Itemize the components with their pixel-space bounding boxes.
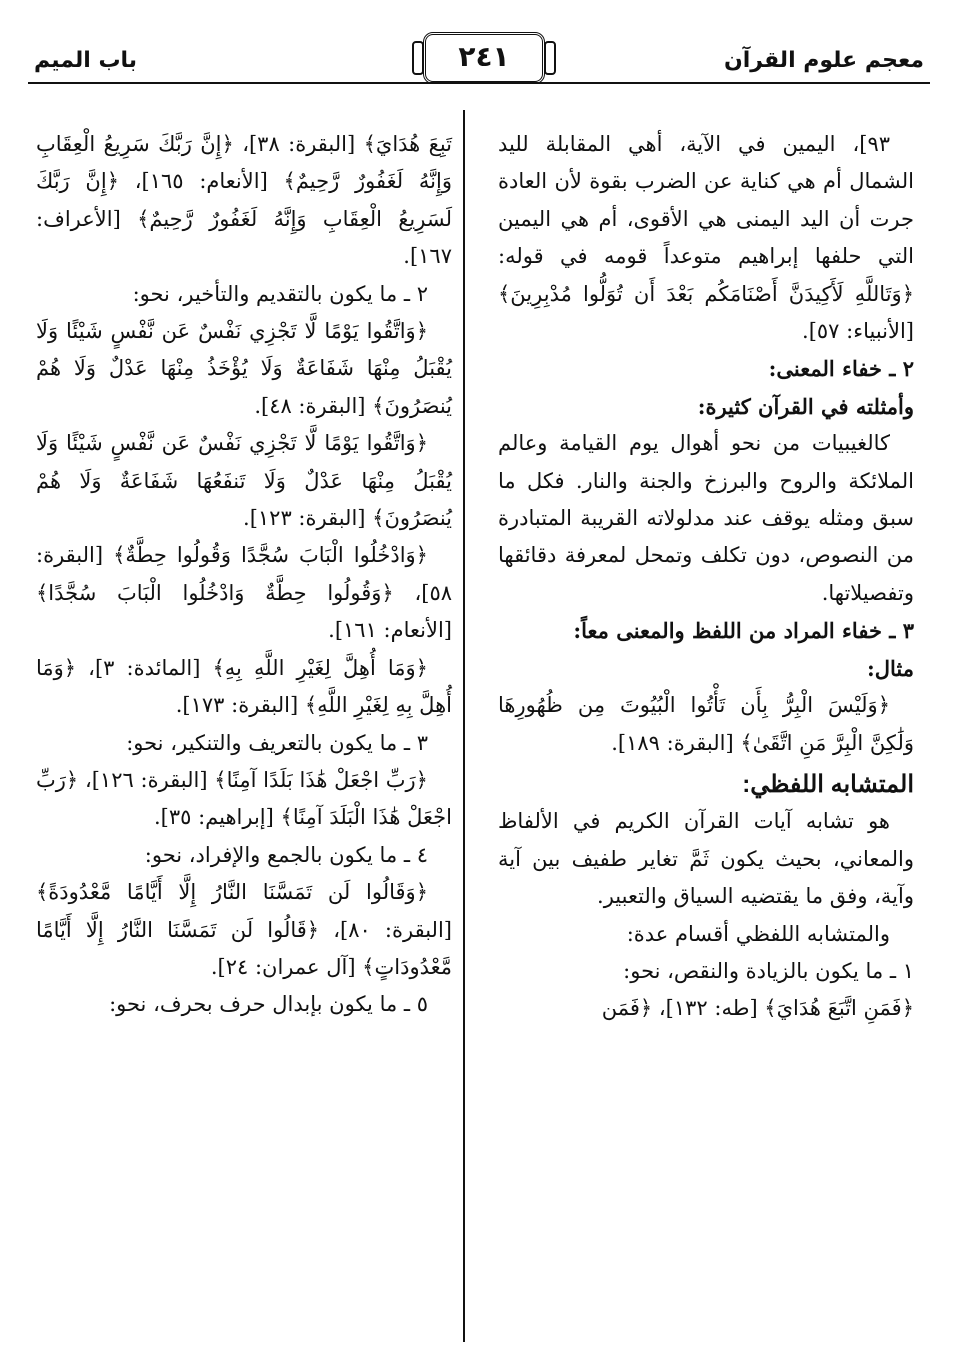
page-header [28, 22, 930, 90]
section-heading: وأمثلته في القرآن كثيرة: [697, 393, 914, 419]
quran-verse: تَبِعَ هُدَايَ﴾ [البقرة: ٣٨]، ﴿إِنَّ رَبَّكَ سَرِيعُ الْعِقَابِ وَإِنَّهُ لَغَفُورٌ رَّحِيمٌ﴾ [الأنعام: ١٦٥]، ﴿إِنَّ رَبَّكَ لَسَرِيعُ الْعِقَابِ وَإِنَّهُ لَغَفُورٌ رَّحِيمٌ﴾ [الأعراف: ١٦٧]. [36, 132, 453, 269]
paragraph: والمتشابه اللفظي أقسام عدة: [626, 921, 890, 946]
quran-verse: ﴿رَبِّ اجْعَلْ هَٰذَا بَلَدًا آمِنًا﴾ [البقرة: ١٢٦]، ﴿رَبِّ اجْعَلْ هَٰذَا الْبَلَدَ آمِنًا﴾ [إبراهيم: ٣٥]. [36, 767, 452, 830]
page-number: ٢٤١ [423, 32, 545, 84]
left-column [36, 126, 452, 1024]
quran-verse: ﴿وَلَيْسَ الْبِرُّ بِأَن تَأْتُوا الْبُيُوتَ مِن ظُهُورِهَا وَلَٰكِنَّ الْبِرَّ مَنِ اتَّقَىٰ﴾ [البقرة: ١٨٩]. [498, 693, 914, 755]
quran-verse: ﴿وَاتَّقُوا يَوْمًا لَّا تَجْزِي نَفْسٌ عَن نَّفْسٍ شَيْئًا وَلَا يُقْبَلُ مِنْهَا عَدْلٌ وَلَا تَنفَعُهَا شَفَاعَةٌ وَلَا هُمْ يُنصَرُونَ﴾ [البقرة: ١٢٣]. [36, 431, 452, 531]
list-item: ٤ ـ ما يكون بالجمع والإفراد، نحو: [144, 842, 428, 867]
section-heading: مثال: [867, 655, 914, 681]
chapter-title: باب الميم [34, 48, 138, 73]
list-item: ٥ ـ ما يكون بإبدال حرف بحرف، نحو: [109, 992, 428, 1017]
quran-verse: ﴿وَاتَّقُوا يَوْمًا لَّا تَجْزِي نَفْسٌ عَن نَّفْسٍ شَيْئًا وَلَا يُقْبَلُ مِنْهَا شَفَاعَةٌ وَلَا يُؤْخَذُ مِنْهَا عَدْلٌ وَلَا هُمْ يُنصَرُونَ﴾ [البقرة: ٤٨]. [36, 319, 452, 418]
column-divider [463, 110, 465, 1342]
paragraph: كالغيبيات من نحو أهوال يوم القيامة وعالم الملائكة والروح والبرزخ والجنة والنار. فكل ما سبق ومثله يوقف عند مدلولاته القريبة المتبادرة من النصوص، دون تكلف وتمحل لمعرفة دقائقها وتفصيلاتها. [498, 431, 914, 605]
quran-verse: ﴿وَادْخُلُوا الْبَابَ سُجَّدًا وَقُولُوا حِطَّةٌ﴾ [البقرة: ٥٨]، ﴿وَقُولُوا حِطَّةٌ وَادْخُلُوا الْبَابَ سُجَّدًا﴾ [الأنعام: ١٦١]. [36, 543, 452, 643]
list-item: ١ ـ ما يكون بالزيادة والنقص، نحو: [623, 958, 914, 983]
quran-verse: ﴿فَمَنِ اتَّبَعَ هُدَايَ﴾ [طه: ١٣٢]، ﴿فَمَن [601, 996, 914, 1021]
section-heading: ٢ ـ خفاء المعنى: [768, 356, 914, 382]
book-title: معجم علوم القرآن [723, 48, 924, 73]
paragraph: هو تشابه آيات القرآن الكريم في الألفاظ والمعاني، بحيث يكون ثَمَّ تغاير طفيف بين آية وآية، وفق ما يقتضيه السياق والتعبير. [498, 809, 914, 909]
header-rule [28, 82, 930, 84]
list-item: ٣ ـ ما يكون بالتعريف والتنكير، نحو: [126, 730, 428, 755]
list-item: ٢ ـ ما يكون بالتقديم والتأخير، نحو: [132, 281, 428, 306]
quran-verse: ﴿وَقَالُوا لَن تَمَسَّنَا النَّارُ إِلَّا أَيَّامًا مَّعْدُودَةً﴾ [البقرة: ٨٠]، ﴿قَالُوا لَن تَمَسَّنَا النَّارُ إِلَّا أَيَّامًا مَّعْدُودَاتٍ﴾ [آل عمران: ٢٤]. [36, 880, 452, 979]
section-heading: ٣ ـ خفاء المراد من اللفظ والمعنى معاً: [573, 618, 914, 644]
right-column [498, 126, 914, 1028]
paragraph: ٩٣]، اليمين في الآية، أهي المقابلة لليد الشمال أم هي كناية عن الضرب بقوة لأن العادة جرت أن اليد اليمنى هي الأقوى، أم هي اليمين التي حلفها إبراهيم متوعداً قومه في قوله: ﴿وَتَاللَّهِ لَأَكِيدَنَّ أَصْنَامَكُم بَعْدَ أَن تُوَلُّوا مُدْبِرِينَ﴾ [الأنبياء: ٥٧]. [498, 132, 914, 344]
quran-verse: ﴿وَمَا أُهِلَّ لِغَيْرِ اللَّهِ بِهِ﴾ [المائدة: ٣]، ﴿وَمَا أُهِلَّ بِهِ لِغَيْرِ اللَّهِ﴾ [البقرة: ١٧٣]. [36, 655, 452, 718]
subtitle: المتشابه اللفظي: [742, 770, 914, 798]
